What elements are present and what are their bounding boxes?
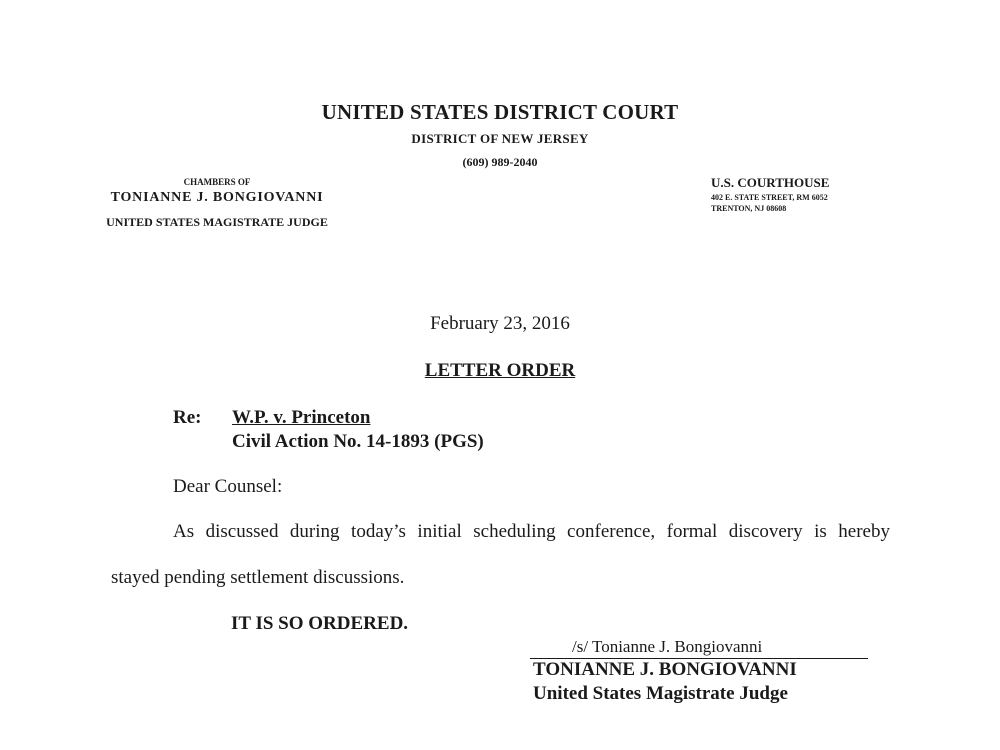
chambers-judge-title: UNITED STATES MAGISTRATE JUDGE xyxy=(106,215,328,229)
case-number: Civil Action No. 14-1893 (PGS) xyxy=(232,431,484,452)
courthouse-name: U.S. COURTHOUSE xyxy=(711,175,830,190)
court-district: DISTRICT OF NEW JERSEY xyxy=(411,131,589,146)
signer-title: United States Magistrate Judge xyxy=(533,683,788,704)
electronic-signature: /s/ Tonianne J. Bongiovanni xyxy=(530,638,868,659)
court-name: UNITED STATES DISTRICT COURT xyxy=(321,100,679,124)
court-phone: (609) 989-2040 xyxy=(462,155,538,169)
re-label: Re: xyxy=(173,407,202,428)
letter-date: February 23, 2016 xyxy=(430,313,570,334)
letter-order-title: LETTER ORDER xyxy=(424,360,576,381)
signer-name: TONIANNE J. BONGIOVANNI xyxy=(533,659,797,680)
courthouse-street: 402 E. STATE STREET, RM 6052 xyxy=(711,193,828,202)
courthouse-city: TRENTON, NJ 08608 xyxy=(711,204,787,213)
salutation: Dear Counsel: xyxy=(173,476,283,497)
body-paragraph-line-2: stayed pending settlement discussions. xyxy=(111,567,405,588)
chambers-judge-name: TONIANNE J. BONGIOVANNI xyxy=(110,190,324,205)
case-name: W.P. v. Princeton xyxy=(232,407,371,428)
closing-statement: IT IS SO ORDERED. xyxy=(231,613,409,634)
chambers-label: CHAMBERS OF xyxy=(183,177,251,187)
body-paragraph-line-1: As discussed during today’s initial scheduling conference, formal discovery is hereby xyxy=(173,521,890,542)
